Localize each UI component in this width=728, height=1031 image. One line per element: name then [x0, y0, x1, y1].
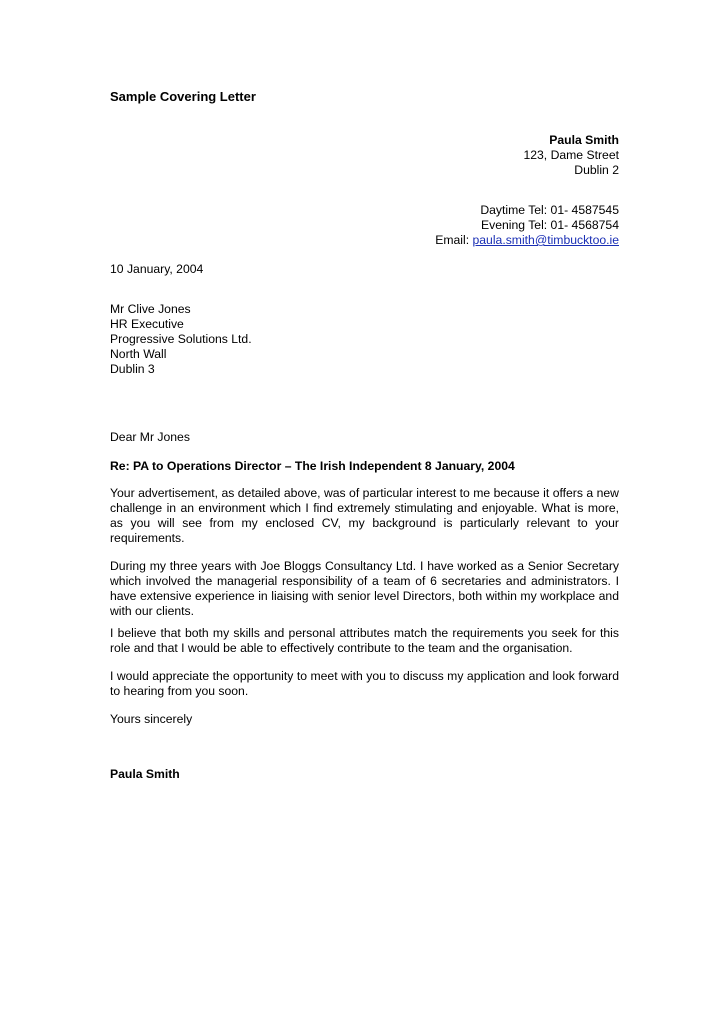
body-paragraph: Your advertisement, as detailed above, was of particular interest to me because it offers a new challenge in an environment which I find extremely stimulating and enjoyable. What is more, as you will see from my enclosed CV, my background is particularly relevant to your requirements. — [110, 486, 619, 545]
sender-name: Paula Smith — [549, 133, 619, 147]
salutation: Dear Mr Jones — [110, 430, 190, 444]
body-paragraph: I believe that both my skills and personal attributes match the requirements you seek for this role and that I would be able to effectively contribute to the team and the organisation. — [110, 626, 619, 655]
recipient-name: Mr Clive Jones — [110, 302, 191, 316]
email-label: Email: — [435, 233, 473, 247]
sender-address — [523, 133, 619, 178]
email-line — [435, 233, 619, 248]
signature-name: Paula Smith — [110, 767, 180, 781]
sender-street: 123, Dame Street — [523, 148, 619, 162]
recipient-city: Dublin 3 — [110, 362, 155, 376]
document-title: Sample Covering Letter — [110, 89, 256, 104]
subject-line: Re: PA to Operations Director – The Irish Independent 8 January, 2004 — [110, 459, 515, 473]
recipient-street: North Wall — [110, 347, 167, 361]
body-paragraph: I would appreciate the opportunity to meet with you to discuss my application and look forward to hearing from you soon. — [110, 669, 619, 698]
letter-date: 10 January, 2004 — [110, 262, 204, 276]
email-link[interactable]: paula.smith@timbucktoo.ie — [472, 233, 619, 247]
recipient-company: Progressive Solutions Ltd. — [110, 332, 252, 346]
sender-city: Dublin 2 — [574, 163, 619, 177]
closing: Yours sincerely — [110, 712, 193, 726]
daytime-tel: Daytime Tel: 01- 4587545 — [480, 203, 619, 217]
sender-contact — [435, 203, 619, 248]
body-paragraph: During my three years with Joe Bloggs Consultancy Ltd. I have worked as a Senior Secretary which involved the managerial responsibility of a team of 6 secretaries and administrators. I have extensive experience in liaising with senior level Directors, both within my workplace and with our clients. — [110, 559, 619, 618]
recipient-position: HR Executive — [110, 317, 184, 331]
evening-tel: Evening Tel: 01- 4568754 — [480, 218, 619, 232]
letter-page — [110, 0, 619, 1031]
recipient-address — [110, 302, 252, 377]
